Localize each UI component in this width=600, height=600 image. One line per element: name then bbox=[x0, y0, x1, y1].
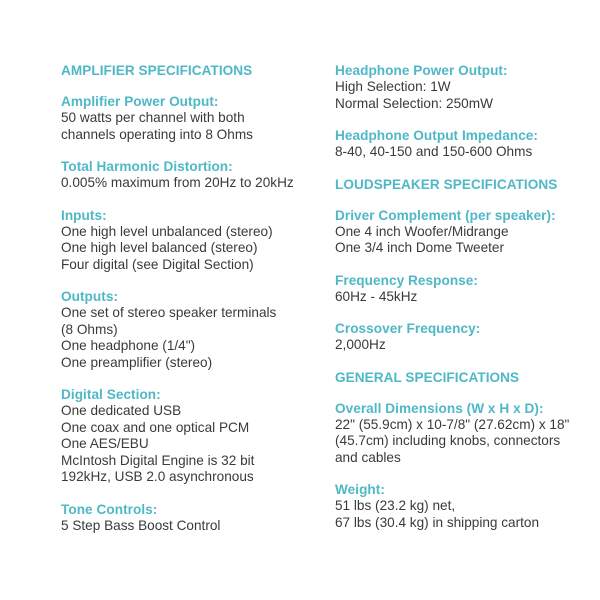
spec-line: One preamplifier (stereo) bbox=[61, 354, 213, 370]
right-column bbox=[335, 62, 597, 546]
spec-line: One 3/4 inch Dome Tweeter bbox=[335, 240, 505, 255]
spec-inputs bbox=[61, 207, 323, 274]
amplifier-specifications-heading: AMPLIFIER SPECIFICATIONS bbox=[61, 63, 253, 78]
spec-title: Inputs: bbox=[61, 207, 107, 223]
spec-line: High Selection: 1W bbox=[335, 79, 451, 94]
spec-frequency-response bbox=[335, 272, 597, 306]
spec-title: Weight: bbox=[335, 482, 385, 497]
left-column bbox=[61, 62, 323, 549]
spec-title: Tone Controls: bbox=[61, 501, 158, 517]
spec-overall-dimensions bbox=[335, 400, 597, 467]
spec-line: One coax and one optical PCM bbox=[61, 419, 250, 435]
spec-line: One high level balanced (stereo) bbox=[61, 240, 258, 255]
spec-title: Outputs: bbox=[61, 289, 119, 304]
spec-line: One headphone (1/4") bbox=[61, 338, 196, 353]
spec-line: and cables bbox=[335, 449, 401, 465]
spec-tone-controls bbox=[61, 501, 323, 535]
spec-line: One dedicated USB bbox=[61, 403, 182, 418]
spec-line: 60Hz - 45kHz bbox=[335, 288, 418, 304]
spec-line: 0.005% maximum from 20Hz to 20kHz bbox=[61, 175, 294, 190]
spec-amplifier-power-output bbox=[61, 93, 323, 143]
spec-line: One AES/EBU bbox=[61, 436, 149, 451]
spec-line: 51 lbs (23.2 kg) net, bbox=[335, 498, 456, 513]
spec-headphone-output-impedance bbox=[335, 127, 597, 161]
spec-line: Normal Selection: 250mW bbox=[335, 95, 493, 111]
spec-line: 5 Step Bass Boost Control bbox=[61, 517, 221, 533]
spec-title: Crossover Frequency: bbox=[335, 321, 481, 336]
spec-outputs bbox=[61, 288, 323, 371]
spec-weight bbox=[335, 481, 597, 531]
spec-crossover-frequency bbox=[335, 320, 597, 354]
spec-line: 8-40, 40-150 and 150-600 Ohms bbox=[335, 144, 533, 159]
spec-title: Overall Dimensions (W x H x D): bbox=[335, 400, 544, 416]
spec-title: Total Harmonic Distortion: bbox=[61, 159, 233, 174]
general-specifications-heading: GENERAL SPECIFICATIONS bbox=[335, 369, 520, 385]
spec-line: 22" (55.9cm) x 10-7/8" (27.62cm) x 18" bbox=[335, 416, 570, 432]
spec-line: (8 Ohms) bbox=[61, 321, 118, 337]
spec-line: 192kHz, USB 2.0 asynchronous bbox=[61, 469, 254, 484]
spec-title: Digital Section: bbox=[61, 387, 161, 402]
spec-line: 50 watts per channel with both bbox=[61, 110, 245, 125]
spec-line: One 4 inch Woofer/Midrange bbox=[335, 223, 509, 239]
spec-title: Frequency Response: bbox=[335, 272, 478, 288]
spec-title: Driver Complement (per speaker): bbox=[335, 207, 556, 223]
spec-total-harmonic-distortion bbox=[61, 158, 323, 192]
spec-line: McIntosh Digital Engine is 32 bit bbox=[61, 452, 255, 468]
spec-line: 2,000Hz bbox=[335, 337, 386, 352]
spec-line: One set of stereo speaker terminals bbox=[61, 305, 277, 320]
spec-title: Headphone Power Output: bbox=[335, 63, 508, 78]
spec-line: (45.7cm) including knobs, connectors bbox=[335, 433, 561, 448]
spec-line: Four digital (see Digital Section) bbox=[61, 256, 254, 272]
spec-line: channels operating into 8 Ohms bbox=[61, 126, 253, 142]
spec-digital-section bbox=[61, 386, 323, 486]
spec-line: One high level unbalanced (stereo) bbox=[61, 223, 273, 239]
spec-headphone-power-output bbox=[335, 62, 597, 112]
spec-line: 67 lbs (30.4 kg) in shipping carton bbox=[335, 514, 540, 530]
loudspeaker-specifications-heading: LOUDSPEAKER SPECIFICATIONS bbox=[335, 176, 558, 192]
spec-driver-complement bbox=[335, 207, 597, 257]
spec-title: Headphone Output Impedance: bbox=[335, 128, 538, 143]
spec-title: Amplifier Power Output: bbox=[61, 94, 219, 109]
